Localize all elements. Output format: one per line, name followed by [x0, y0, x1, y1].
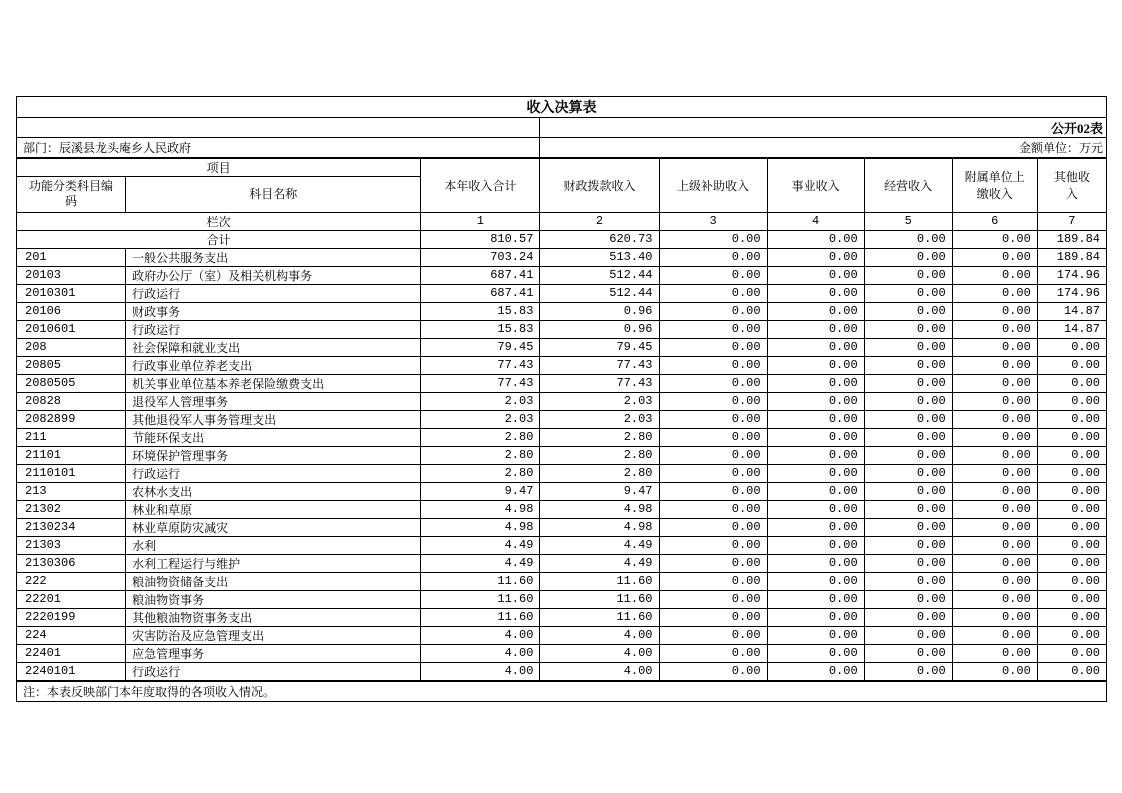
- row-value: 0.00: [952, 554, 1037, 572]
- row-value: 0.00: [952, 428, 1037, 446]
- row-value: 2.80: [540, 446, 659, 464]
- lane-number: 6: [952, 212, 1037, 230]
- row-value: 512.44: [540, 266, 659, 284]
- row-value: 0.00: [659, 320, 767, 338]
- row-value: 0.00: [864, 500, 952, 518]
- row-value: 0.00: [864, 572, 952, 590]
- lane-number-row: [17, 212, 1107, 230]
- row-value: 0.00: [1037, 392, 1106, 410]
- row-function-code: 20103: [17, 266, 126, 284]
- row-value: 9.47: [540, 482, 659, 500]
- row-value: 0.00: [767, 320, 864, 338]
- row-value: 0.00: [767, 662, 864, 681]
- row-subject-name: 环境保护管理事务: [126, 446, 421, 464]
- row-value: 0.00: [767, 644, 864, 662]
- row-subject-name: 林业和草原: [126, 500, 421, 518]
- row-value: 687.41: [421, 284, 540, 302]
- row-value: 0.00: [767, 374, 864, 392]
- row-value: 0.00: [659, 500, 767, 518]
- table-row: [17, 446, 1107, 464]
- row-subject-name: 行政运行: [126, 320, 421, 338]
- row-value: 0.00: [767, 554, 864, 572]
- project-header-row: [17, 158, 1107, 177]
- row-function-code: 21101: [17, 446, 126, 464]
- row-function-code: 2110101: [17, 464, 126, 482]
- row-value: 11.60: [421, 590, 540, 608]
- row-value: 0.00: [659, 338, 767, 356]
- row-value: 0.00: [952, 446, 1037, 464]
- row-value: 4.00: [421, 662, 540, 681]
- row-value: 0.00: [1037, 410, 1106, 428]
- table-body: [17, 230, 1107, 681]
- row-value: 15.83: [421, 302, 540, 320]
- row-value: 0.00: [659, 284, 767, 302]
- row-subject-name: 农林水支出: [126, 482, 421, 500]
- row-value: 0.00: [659, 536, 767, 554]
- row-value: 4.00: [421, 644, 540, 662]
- row-value: 77.43: [540, 374, 659, 392]
- row-value: 2.03: [421, 392, 540, 410]
- lane-number: 5: [864, 212, 952, 230]
- row-value: 0.00: [659, 644, 767, 662]
- row-subject-name: 水利: [126, 536, 421, 554]
- table-row: [17, 338, 1107, 356]
- row-function-code: 2130306: [17, 554, 126, 572]
- row-value: 0.00: [1037, 536, 1106, 554]
- row-value: 0.96: [540, 320, 659, 338]
- row-value: 77.43: [421, 374, 540, 392]
- row-value: 0.00: [767, 284, 864, 302]
- table-row: [17, 248, 1107, 266]
- footnote: 注：本表反映部门本年度取得的各项收入情况。: [17, 681, 1107, 702]
- row-value: 0.00: [659, 248, 767, 266]
- row-value: 0.00: [864, 482, 952, 500]
- row-value: 174.96: [1037, 284, 1106, 302]
- row-value: 0.00: [864, 320, 952, 338]
- title-row: [17, 97, 1107, 118]
- lane-number: 3: [659, 212, 767, 230]
- row-value: 174.96: [1037, 266, 1106, 284]
- row-value: 4.98: [540, 518, 659, 536]
- row-value: 0.00: [864, 518, 952, 536]
- row-function-code: 222: [17, 572, 126, 590]
- row-value: 2.80: [540, 464, 659, 482]
- row-value: 0.00: [767, 464, 864, 482]
- row-value: 0.00: [952, 608, 1037, 626]
- row-value: 0.00: [767, 482, 864, 500]
- row-value: 0.00: [952, 410, 1037, 428]
- row-function-code: 22201: [17, 590, 126, 608]
- row-value: 189.84: [1037, 248, 1106, 266]
- row-function-code: 2010301: [17, 284, 126, 302]
- row-value: 687.41: [421, 266, 540, 284]
- table-row: [17, 482, 1107, 500]
- row-value: 0.00: [952, 284, 1037, 302]
- row-subject-name: 应急管理事务: [126, 644, 421, 662]
- row-value: 0.00: [864, 284, 952, 302]
- page-title: 收入决算表: [17, 97, 1107, 118]
- row-function-code: 208: [17, 338, 126, 356]
- row-value: 189.84: [1037, 230, 1106, 248]
- row-value: 0.00: [864, 356, 952, 374]
- table-row: [17, 464, 1107, 482]
- table-row: [17, 320, 1107, 338]
- row-value: 0.00: [1037, 608, 1106, 626]
- row-function-code: 2240101: [17, 662, 126, 681]
- unit-label: 金额单位：万元: [540, 138, 1107, 158]
- row-value: 0.00: [1037, 518, 1106, 536]
- table-row: [17, 500, 1107, 518]
- row-value: 0.00: [864, 374, 952, 392]
- table-row: [17, 662, 1107, 681]
- row-function-code: 2082899: [17, 410, 126, 428]
- row-value: 4.98: [540, 500, 659, 518]
- row-subject-name: 节能环保支出: [126, 428, 421, 446]
- row-value: 0.00: [659, 356, 767, 374]
- row-value: 0.00: [1037, 554, 1106, 572]
- row-value: 810.57: [421, 230, 540, 248]
- row-value: 0.00: [864, 410, 952, 428]
- empty-cell: [17, 118, 540, 138]
- row-value: 2.80: [421, 428, 540, 446]
- row-subject-name: 行政运行: [126, 284, 421, 302]
- row-value: 4.00: [540, 626, 659, 644]
- lane-number: 2: [540, 212, 659, 230]
- row-value: 4.49: [421, 536, 540, 554]
- row-value: 0.00: [767, 302, 864, 320]
- row-value: 0.00: [659, 626, 767, 644]
- row-value: 0.00: [767, 266, 864, 284]
- row-value: 0.00: [952, 392, 1037, 410]
- row-value: 0.00: [767, 500, 864, 518]
- row-value: 0.00: [767, 590, 864, 608]
- row-value: 0.00: [1037, 482, 1106, 500]
- row-value: 0.00: [864, 338, 952, 356]
- department-row: [17, 138, 1107, 158]
- row-value: 2.03: [421, 410, 540, 428]
- row-value: 0.00: [952, 500, 1037, 518]
- col-header-subject-name: 科目名称: [126, 176, 421, 212]
- row-value: 9.47: [421, 482, 540, 500]
- row-value: 0.00: [864, 248, 952, 266]
- row-function-code: 20106: [17, 302, 126, 320]
- table-row: [17, 356, 1107, 374]
- row-value: 79.45: [540, 338, 659, 356]
- row-value: 0.00: [659, 374, 767, 392]
- row-value: 703.24: [421, 248, 540, 266]
- row-value: 0.00: [767, 446, 864, 464]
- row-subject-name: 林业草原防灾减灾: [126, 518, 421, 536]
- row-value: 0.00: [1037, 338, 1106, 356]
- note-row: [17, 681, 1107, 702]
- row-value: 77.43: [421, 356, 540, 374]
- table-row: [17, 284, 1107, 302]
- row-value: 0.00: [767, 356, 864, 374]
- row-value: 0.00: [767, 392, 864, 410]
- col-header-total-income: 本年收入合计: [421, 158, 540, 213]
- row-value: 11.60: [540, 572, 659, 590]
- row-value: 512.44: [540, 284, 659, 302]
- row-value: 0.00: [952, 248, 1037, 266]
- row-value: 0.00: [952, 518, 1037, 536]
- table-row: [17, 410, 1107, 428]
- row-function-code: 21302: [17, 500, 126, 518]
- row-value: 14.87: [1037, 302, 1106, 320]
- row-value: 0.00: [659, 518, 767, 536]
- row-value: 0.00: [864, 536, 952, 554]
- row-value: 0.00: [1037, 446, 1106, 464]
- row-function-code: 201: [17, 248, 126, 266]
- row-value: 0.00: [952, 626, 1037, 644]
- row-value: 4.98: [421, 518, 540, 536]
- row-function-code: 21303: [17, 536, 126, 554]
- row-value: 0.00: [659, 230, 767, 248]
- table-row: [17, 608, 1107, 626]
- row-value: 0.00: [767, 536, 864, 554]
- row-value: 0.00: [864, 464, 952, 482]
- sheet-label-row: [17, 118, 1107, 138]
- row-value: 0.00: [864, 662, 952, 681]
- row-value: 0.00: [659, 482, 767, 500]
- row-value: 0.00: [1037, 428, 1106, 446]
- row-value: 0.00: [952, 590, 1037, 608]
- row-subject-name: 粮油物资储备支出: [126, 572, 421, 590]
- col-header-superior-subsidy: 上级补助收入: [659, 158, 767, 213]
- row-subject-name: 政府办公厅（室）及相关机构事务: [126, 266, 421, 284]
- row-value: 0.00: [659, 572, 767, 590]
- row-value: 4.00: [540, 644, 659, 662]
- row-value: 0.00: [864, 626, 952, 644]
- row-function-code: 20805: [17, 356, 126, 374]
- row-value: 0.96: [540, 302, 659, 320]
- row-subject-name: 粮油物资事务: [126, 590, 421, 608]
- row-value: 0.00: [952, 338, 1037, 356]
- sheet-label: 公开02表: [540, 118, 1107, 138]
- row-function-code: 213: [17, 482, 126, 500]
- row-value: 0.00: [864, 392, 952, 410]
- row-value: 0.00: [767, 338, 864, 356]
- row-value: 0.00: [952, 464, 1037, 482]
- row-value: 0.00: [1037, 356, 1106, 374]
- row-value: 0.00: [1037, 464, 1106, 482]
- row-subject-name: 灾害防治及应急管理支出: [126, 626, 421, 644]
- row-function-code: 20828: [17, 392, 126, 410]
- lane-number: 4: [767, 212, 864, 230]
- row-value: 0.00: [1037, 590, 1106, 608]
- row-value: 0.00: [1037, 662, 1106, 681]
- table-row: [17, 266, 1107, 284]
- row-value: 0.00: [659, 302, 767, 320]
- table-row: [17, 626, 1107, 644]
- row-value: 0.00: [1037, 374, 1106, 392]
- row-value: 14.87: [1037, 320, 1106, 338]
- income-final-accounts-table: [16, 96, 1107, 702]
- row-value: 77.43: [540, 356, 659, 374]
- table-row: [17, 518, 1107, 536]
- row-value: 0.00: [659, 554, 767, 572]
- row-value: 0.00: [864, 446, 952, 464]
- row-function-code: 2010601: [17, 320, 126, 338]
- row-subject-name: 其他粮油物资事务支出: [126, 608, 421, 626]
- row-value: 4.98: [421, 500, 540, 518]
- row-function-code: 22401: [17, 644, 126, 662]
- row-value: 0.00: [952, 662, 1037, 681]
- row-value: 0.00: [767, 230, 864, 248]
- col-header-business-income: 经营收入: [864, 158, 952, 213]
- row-function-code: 2130234: [17, 518, 126, 536]
- row-value: 0.00: [952, 230, 1037, 248]
- row-value: 0.00: [767, 572, 864, 590]
- row-value: 0.00: [952, 536, 1037, 554]
- row-value: 2.80: [540, 428, 659, 446]
- table-row: [17, 554, 1107, 572]
- row-value: 0.00: [659, 392, 767, 410]
- row-value: 4.00: [540, 662, 659, 681]
- row-subject-name: 其他退役军人事务管理支出: [126, 410, 421, 428]
- row-subject-name: 水利工程运行与维护: [126, 554, 421, 572]
- row-value: 0.00: [659, 428, 767, 446]
- row-value: 0.00: [1037, 626, 1106, 644]
- row-value: 0.00: [659, 266, 767, 284]
- row-value: 0.00: [659, 590, 767, 608]
- row-value: 4.00: [421, 626, 540, 644]
- row-subject-name: 一般公共服务支出: [126, 248, 421, 266]
- table-row: [17, 644, 1107, 662]
- row-value: 0.00: [659, 662, 767, 681]
- row-value: 11.60: [421, 608, 540, 626]
- row-value: 79.45: [421, 338, 540, 356]
- table-row: [17, 374, 1107, 392]
- income-statement-sheet: [16, 96, 1107, 702]
- row-function-code: 211: [17, 428, 126, 446]
- row-function-code: 224: [17, 626, 126, 644]
- col-header-fiscal-appropriation: 财政拨款收入: [540, 158, 659, 213]
- row-function-code: 2080505: [17, 374, 126, 392]
- row-value: 0.00: [659, 446, 767, 464]
- row-subject-name: 社会保障和就业支出: [126, 338, 421, 356]
- row-value: 0.00: [1037, 500, 1106, 518]
- row-value: 0.00: [864, 266, 952, 284]
- row-subject-name: 行政运行: [126, 662, 421, 681]
- row-value: 0.00: [952, 374, 1037, 392]
- row-value: 11.60: [540, 608, 659, 626]
- table-row: [17, 590, 1107, 608]
- row-value: 0.00: [767, 608, 864, 626]
- col-header-function-code: 功能分类科目编码: [17, 176, 126, 212]
- row-value: 0.00: [952, 482, 1037, 500]
- row-value: 0.00: [864, 608, 952, 626]
- row-value: 0.00: [767, 626, 864, 644]
- row-subject-name: 机关事业单位基本养老保险缴费支出: [126, 374, 421, 392]
- lane-number: 7: [1037, 212, 1106, 230]
- row-value: 0.00: [659, 608, 767, 626]
- row-value: 0.00: [659, 410, 767, 428]
- row-total-label: 合计: [17, 230, 421, 248]
- table-row: [17, 392, 1107, 410]
- row-subject-name: 财政事务: [126, 302, 421, 320]
- row-value: 4.49: [540, 554, 659, 572]
- department-label: 部门：辰溪县龙头庵乡人民政府: [17, 138, 540, 158]
- row-value: 4.49: [540, 536, 659, 554]
- row-value: 0.00: [767, 518, 864, 536]
- row-value: 0.00: [767, 428, 864, 446]
- row-value: 0.00: [864, 590, 952, 608]
- row-value: 0.00: [864, 428, 952, 446]
- row-value: 0.00: [952, 356, 1037, 374]
- row-value: 2.03: [540, 392, 659, 410]
- row-value: 620.73: [540, 230, 659, 248]
- lane-number: 1: [421, 212, 540, 230]
- row-value: 0.00: [864, 644, 952, 662]
- table-row: [17, 572, 1107, 590]
- lane-header: 栏次: [17, 212, 421, 230]
- col-header-affiliated-unit-income: 附属单位上缴收入: [952, 158, 1037, 213]
- row-value: 0.00: [767, 248, 864, 266]
- row-value: 2.80: [421, 464, 540, 482]
- row-value: 0.00: [864, 554, 952, 572]
- row-value: 0.00: [659, 464, 767, 482]
- row-value: 15.83: [421, 320, 540, 338]
- row-value: 2.80: [421, 446, 540, 464]
- row-value: 0.00: [864, 302, 952, 320]
- row-value: 0.00: [1037, 572, 1106, 590]
- row-value: 11.60: [540, 590, 659, 608]
- row-subject-name: 行政运行: [126, 464, 421, 482]
- col-header-other-income: 其他收入: [1037, 158, 1106, 213]
- table-row: [17, 428, 1107, 446]
- row-value: 2.03: [540, 410, 659, 428]
- row-value: 0.00: [1037, 644, 1106, 662]
- row-value: 0.00: [952, 320, 1037, 338]
- row-subject-name: 退役军人管理事务: [126, 392, 421, 410]
- row-value: 4.49: [421, 554, 540, 572]
- row-subject-name: 行政事业单位养老支出: [126, 356, 421, 374]
- table-row: [17, 302, 1107, 320]
- table-row: [17, 230, 1107, 248]
- row-value: 0.00: [952, 302, 1037, 320]
- project-header: 项目: [17, 158, 421, 177]
- row-function-code: 2220199: [17, 608, 126, 626]
- row-value: 11.60: [421, 572, 540, 590]
- row-value: 0.00: [952, 644, 1037, 662]
- row-value: 0.00: [952, 572, 1037, 590]
- row-value: 0.00: [864, 230, 952, 248]
- row-value: 0.00: [952, 266, 1037, 284]
- row-value: 513.40: [540, 248, 659, 266]
- row-value: 0.00: [767, 410, 864, 428]
- table-row: [17, 536, 1107, 554]
- col-header-operational-income: 事业收入: [767, 158, 864, 213]
